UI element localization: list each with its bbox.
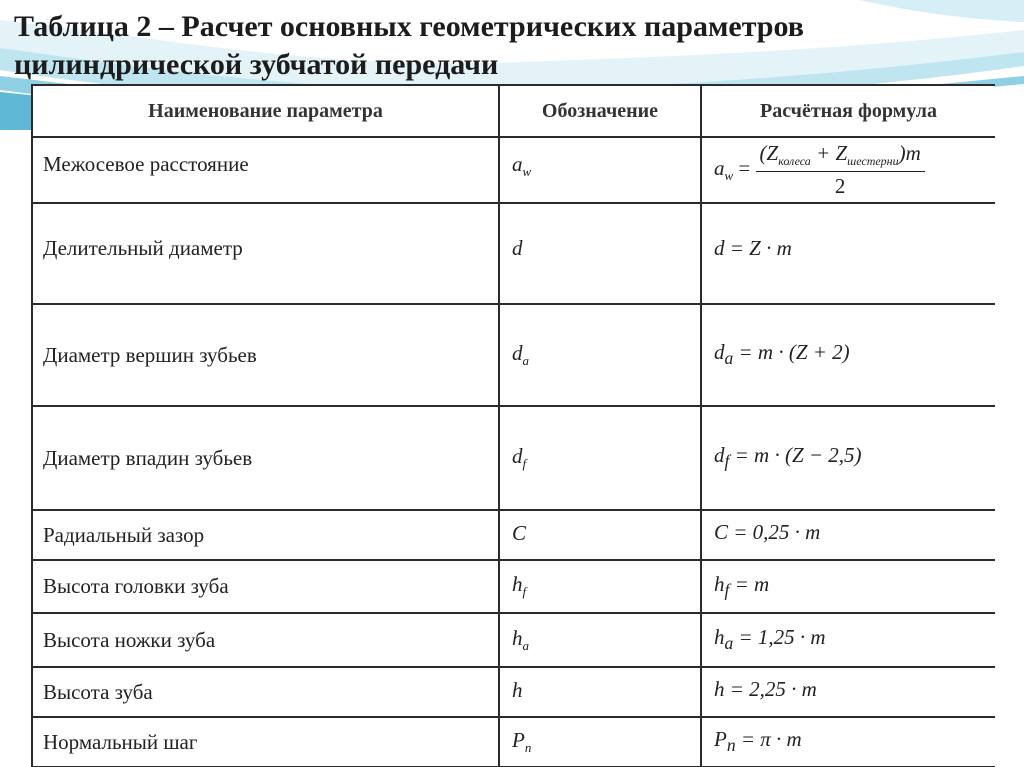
parameter-name: Нормальный шаг: [32, 717, 499, 767]
table-row: [32, 717, 995, 767]
parameter-name: Делительный диаметр: [32, 203, 499, 304]
table-row: [32, 560, 995, 613]
parameter-name: Высота головки зуба: [32, 560, 499, 613]
parameter-formula: $d_f = m \cdot (Z - 2,5)$: [701, 406, 995, 510]
parameter-formula: d = Z · m: [701, 203, 995, 304]
header-formula: Расчётная формула: [701, 85, 995, 137]
parameter-formula: $a_w$ = $\frac{(Z_{колеса} + Z_{шестерни})m}{2}$: [701, 137, 995, 203]
table-header-row: [32, 85, 995, 137]
table-row: [32, 613, 995, 667]
parameter-name: Диаметр вершин зубьев: [32, 304, 499, 406]
center-distance-fraction: $\frac{(Z_{колеса} + Z_{шестерни})m}{2}$: [756, 141, 925, 199]
parameter-symbol: $P_n$: [499, 717, 701, 767]
parameter-formula: h = 2,25 · m: [701, 667, 995, 717]
parameter-symbol: h: [499, 667, 701, 717]
table-row: [32, 406, 995, 510]
gear-parameters-table: [31, 84, 995, 767]
header-symbol: Обозначение: [499, 85, 701, 137]
parameter-symbol: $h_f$: [499, 560, 701, 613]
table-row: [32, 203, 995, 304]
parameter-name: Радиальный зазор: [32, 510, 499, 560]
parameter-symbol: $h_a$: [499, 613, 701, 667]
header-parameter-name: Наименование параметра: [32, 85, 499, 137]
table-row: [32, 137, 995, 203]
parameter-name: Высота ножки зуба: [32, 613, 499, 667]
slide-title: Таблица 2 – Расчет основных геометрических параметров цилиндрической зубчатой передачи: [14, 10, 804, 81]
parameters-table-container: [31, 84, 995, 767]
table-row: [32, 510, 995, 560]
parameter-name: Диаметр впадин зубьев: [32, 406, 499, 510]
parameter-symbol: $d_a$: [499, 304, 701, 406]
parameter-symbol: C: [499, 510, 701, 560]
parameter-formula: $h_a = 1,25 \cdot m$: [701, 613, 995, 667]
parameter-formula: $P_n = \pi \cdot m$: [701, 717, 995, 767]
parameter-formula: $d_a = m \cdot (Z + 2)$: [701, 304, 995, 406]
parameter-formula: $h_f = m$: [701, 560, 995, 613]
parameter-name: Межосевое расстояние: [32, 137, 499, 203]
table-row: [32, 667, 995, 717]
parameter-symbol: $a_w$: [499, 137, 701, 203]
parameter-symbol: $d_f$: [499, 406, 701, 510]
table-row: [32, 304, 995, 406]
parameter-formula: C = 0,25 · m: [701, 510, 995, 560]
parameter-symbol: d: [499, 203, 701, 304]
parameter-name: Высота зуба: [32, 667, 499, 717]
